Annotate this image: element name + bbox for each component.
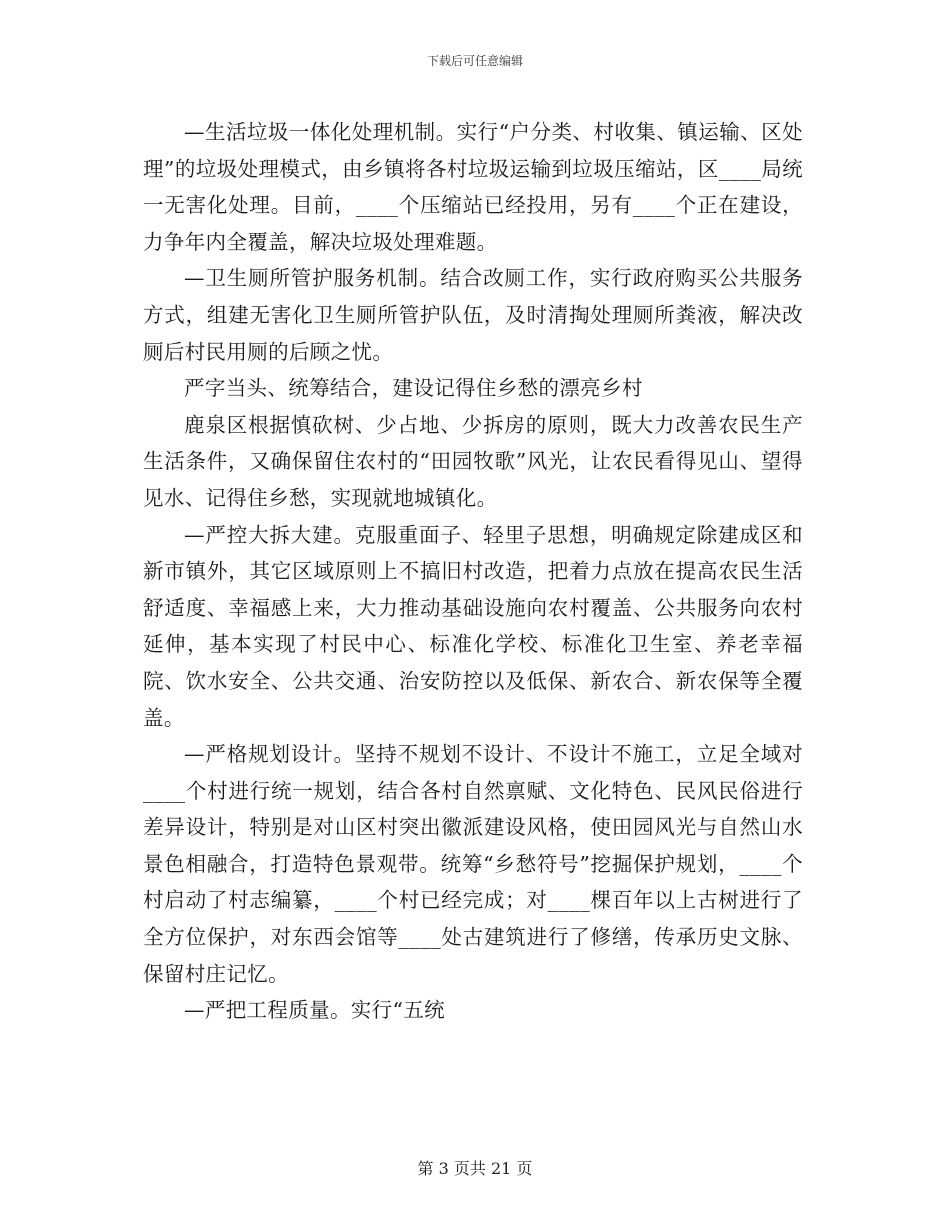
paragraph-garbage-mechanism: —生活垃圾一体化处理机制。实行“户分类、村收集、镇运输、区处理”的垃圾处理模式，由乡镇将各村垃圾运输到垃圾压缩站，区____局统一无害化处理。目前，____个压缩站已经投用，另有____个正在建设，力争年内全覆盖，解决垃圾处理难题。 <box>143 120 803 254</box>
page-header: 下载后可任意编辑 <box>426 54 523 68</box>
paragraph-strict-planning: —严格规划设计。坚持不规划不设计、不设计不施工，立足全域对____个村进行统一规划，结合各村自然禀赋、文化特色、民风民俗进行差异设计，特别是对山区村突出徽派建设风格，使田园风光与自然山水景色相融合，打造特色景观带。统筹“乡愁符号”挖掘保护规划，____个村启动了村志编纂，____个村已经完成；对____棵百年以上古树进行了全方位保护，对东西会馆等____处古建筑进行了修缮，传承历史文脉、保留村庄记忆。 <box>143 742 803 986</box>
paragraph-project-quality: —严把工程质量。实行“五统 <box>184 998 446 1023</box>
paragraph-toilet-mechanism: —卫生厕所管护服务机制。结合改厕工作，实行政府购买公共服务方式，组建无害化卫生厕所管护队伍，及时清掏处理厕所粪液，解决改厕后村民用厕的后顾之忧。 <box>143 266 803 364</box>
page-number-footer: 第 3 页共 21 页 <box>417 1159 533 1178</box>
section-heading: 严字当头、统筹结合，建设记得住乡愁的漂亮乡村 <box>184 376 643 401</box>
document-body <box>143 114 803 1029</box>
paragraph-strict-demolition: —严控大拆大建。克服重面子、轻里子思想，明确规定除建成区和新市镇外，其它区域原则上不搞旧村改造，把着力点放在提高农民生活舒适度、幸福感上来，大力推动基础设施向农村覆盖、公共服务向农村延伸，基本实现了村民中心、标准化学校、标准化卫生室、养老幸福院、饮水安全、公共交通、治安防控以及低保、新农合、新农保等全覆盖。 <box>143 522 803 730</box>
paragraph-luquan-intro: 鹿泉区根据慎砍树、少占地、少拆房的原则，既大力改善农民生产生活条件，又确保留住农村的“田园牧歌”风光，让农民看得见山、望得见水、记得住乡愁，实现就地城镇化。 <box>143 412 803 510</box>
